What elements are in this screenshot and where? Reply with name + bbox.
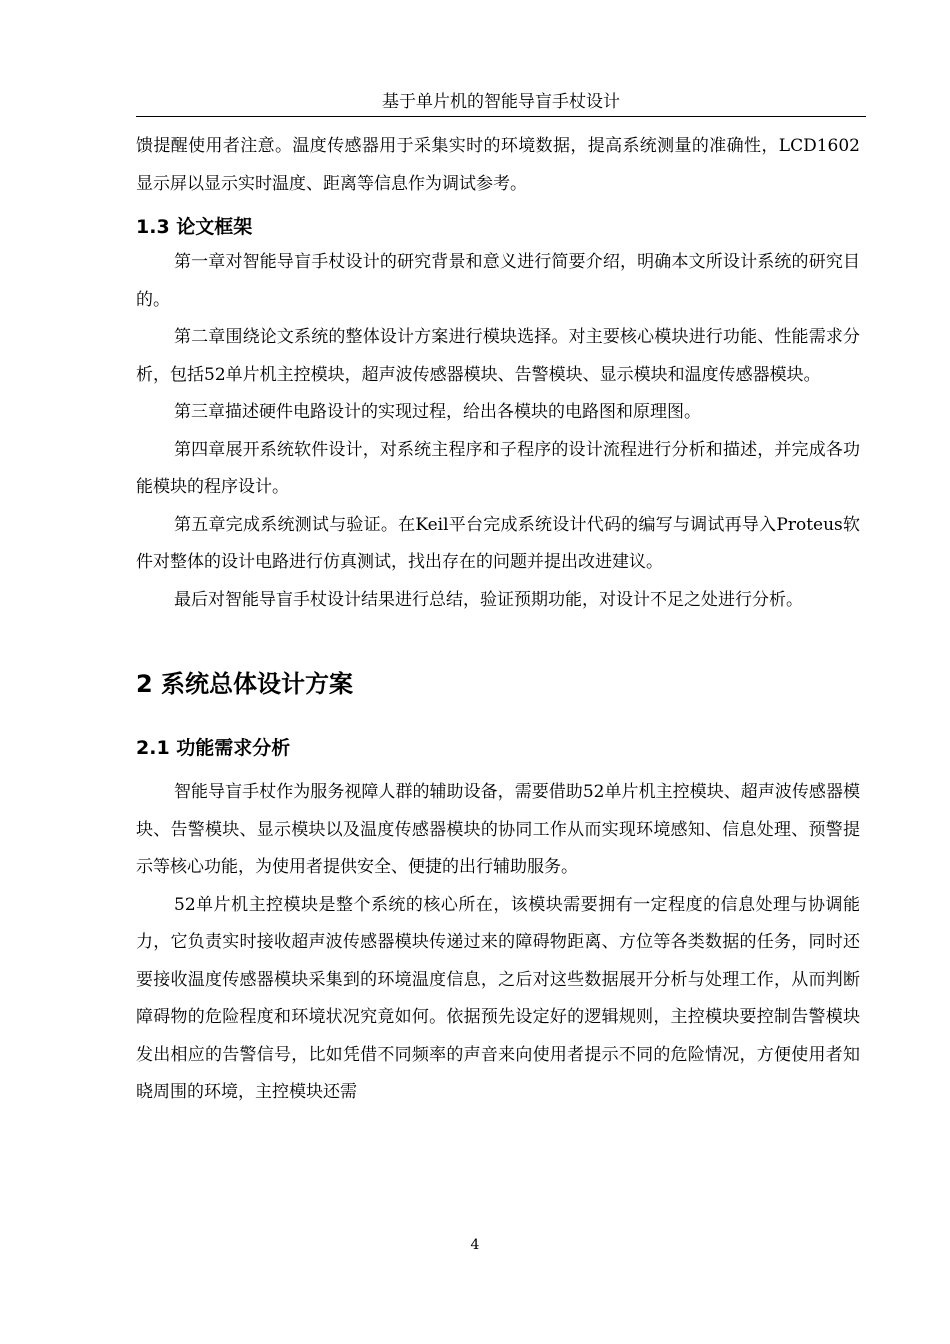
section-1-3-paragraph-1: 第一章对智能导盲手杖设计的研究背景和意义进行简要介绍，明确本文所设计系统的研究目的。 <box>136 252 860 310</box>
section-1-3-paragraph-4: 第四章展开系统软件设计，对系统主程序和子程序的设计流程进行分析和描述，并完成各功能模块的程序设计。 <box>136 439 860 497</box>
page-body <box>136 128 860 1112</box>
section-1-3-paragraph-6: 最后对智能导盲手杖设计结果进行总结，验证预期功能，对设计不足之处进行分析。 <box>174 589 803 610</box>
section-1-3-paragraph-2: 第二章围绕论文系统的整体设计方案进行模块选择。对主要核心模块进行功能、性能需求分析，包括52单片机主控模块，超声波传感器模块、告警模块、显示模块和温度传感器模块。 <box>136 327 860 385</box>
running-header <box>136 88 866 117</box>
section-heading-2-1: 2.1 功能需求分析 <box>136 737 291 759</box>
section-1-3-paragraph-5: 第五章完成系统测试与验证。在Keil平台完成系统设计代码的编写与调试再导入Proteus软件对整体的设计电路进行仿真测试，找出存在的问题并提出改进建议。 <box>136 514 860 572</box>
continuation-paragraph: 馈提醒使用者注意。温度传感器用于采集实时的环境数据，提高系统测量的准确性，LCD1602显示屏以显示实时温度、距离等信息作为调试参考。 <box>136 136 860 194</box>
section-2-1-paragraph-1: 智能导盲手杖作为服务视障人群的辅助设备，需要借助52单片机主控模块、超声波传感器模块、告警模块、显示模块以及温度传感器模块的协同工作从而实现环境感知、信息处理、预警提示等核心功能，为使用者提供安全、便捷的出行辅助服务。 <box>136 782 860 877</box>
section-2-1-paragraph-2: 52单片机主控模块是整个系统的核心所在，该模块需要拥有一定程度的信息处理与协调能力，它负责实时接收超声波传感器模块传递过来的障碍物距离、方位等各类数据的任务，同时还要接收温度传感器模块采集到的环境温度信息，之后对这些数据展开分析与处理工作，从而判断障碍物的危险程度和环境状况究竟如何。依据预先设定好的逻辑规则，主控模块要控制告警模块发出相应的告警信号，比如凭借不同频率的声音来向使用者提示不同的危险情况，方便使用者知晓周围的环境，主控模块还需 <box>136 894 860 1102</box>
running-header-title: 基于单片机的智能导盲手杖设计 <box>382 92 620 112</box>
section-heading-1-3: 1.3 论文框架 <box>136 216 253 238</box>
page-number: 4 <box>470 1237 480 1253</box>
section-1-3-paragraph-3: 第三章描述硬件电路设计的实现过程，给出各模块的电路图和原理图。 <box>174 402 701 422</box>
chapter-heading-2: 2 系统总体设计方案 <box>136 670 354 698</box>
